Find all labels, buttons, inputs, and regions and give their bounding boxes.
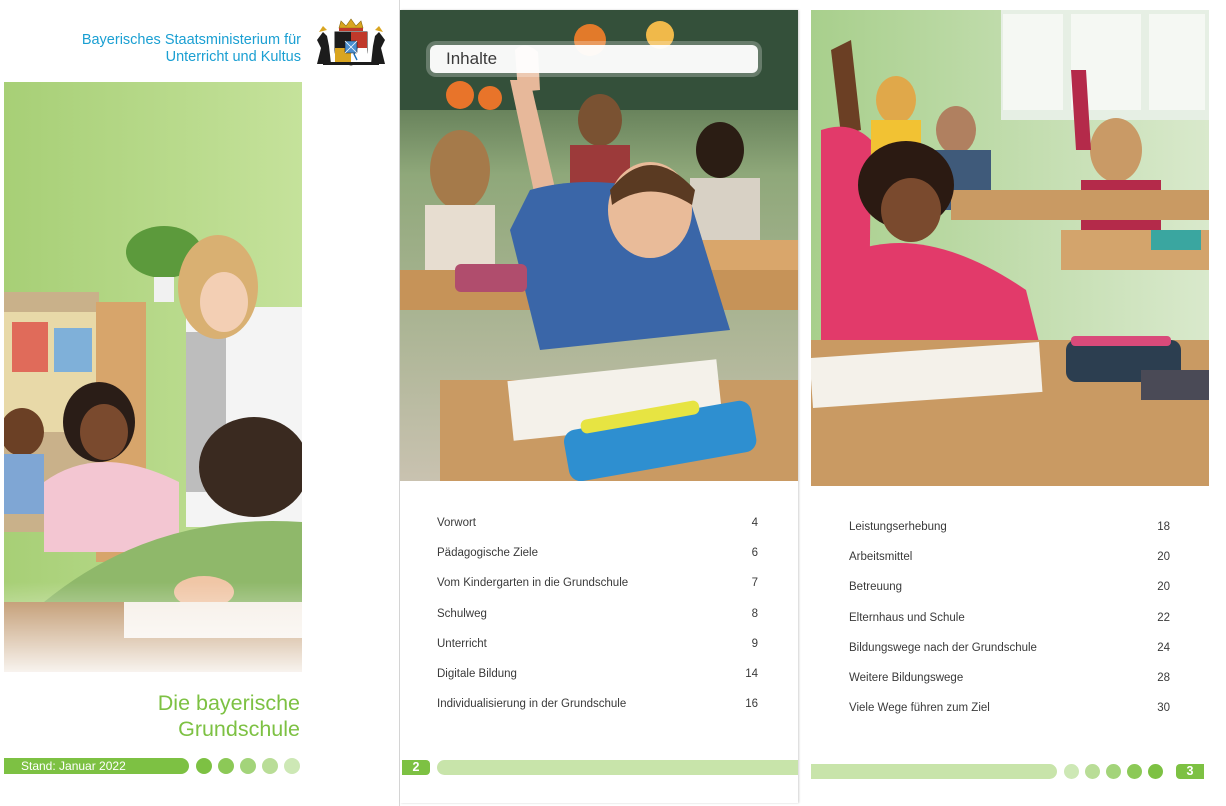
toc-entry[interactable] — [437, 666, 758, 696]
toc-list-right — [849, 519, 1170, 730]
toc-entry-page: 7 — [751, 577, 758, 590]
toc-decorative-dots — [1064, 764, 1163, 779]
decorative-dot — [1085, 764, 1100, 779]
page-number-2: 2 — [402, 760, 430, 775]
decorative-dot — [1127, 764, 1142, 779]
toc-entry-title: Schulweg — [437, 607, 487, 620]
toc-entry-title: Bildungswege nach der Grundschule — [849, 641, 1037, 654]
footer-bar-right — [811, 764, 1057, 779]
toc-entry-page: 18 — [1157, 521, 1170, 533]
cover-title — [158, 690, 300, 742]
toc-entry[interactable] — [437, 636, 758, 666]
toc-entry-page: 22 — [1157, 611, 1170, 624]
toc-entry[interactable] — [849, 610, 1170, 640]
toc-heading: Inhalte — [430, 45, 758, 73]
toc-entry[interactable] — [849, 549, 1170, 579]
toc-entry-page: 28 — [1157, 671, 1170, 684]
ministry-name — [82, 32, 301, 66]
toc-entry-page: 16 — [745, 698, 758, 711]
toc-entry-title: Digitale Bildung — [437, 667, 517, 680]
page-number-3: 3 — [1176, 764, 1204, 779]
toc-entry-title: Vorwort — [437, 517, 476, 529]
toc-entry-title: Weitere Bildungswege — [849, 671, 964, 684]
toc-page-right — [811, 10, 1209, 803]
toc-entry[interactable] — [849, 700, 1170, 730]
toc-entry[interactable] — [437, 545, 758, 575]
toc-entry[interactable] — [849, 519, 1170, 549]
toc-entry-title: Betreuung — [849, 581, 903, 594]
toc-page-left — [400, 10, 798, 803]
decorative-dot — [1064, 764, 1079, 779]
cover-decorative-dots — [196, 758, 300, 774]
cover-title-line-2: Grundschule — [178, 717, 300, 741]
footer-bar-left — [437, 760, 798, 775]
toc-entry-page: 14 — [745, 667, 758, 680]
decorative-dot — [262, 758, 278, 774]
cover-title-line-1: Die bayerische — [157, 691, 300, 715]
cover-page — [0, 0, 400, 806]
toc-entry-title: Vom Kindergarten in die Grundschule — [437, 577, 629, 590]
decorative-dot — [1106, 764, 1121, 779]
classroom-photo-girl-raising-hand — [811, 10, 1209, 486]
toc-entry-page: 4 — [751, 517, 758, 529]
decorative-dot — [196, 758, 212, 774]
decorative-dot — [1148, 764, 1163, 779]
classroom-photo-boy-raising-hand — [400, 10, 798, 481]
toc-entry[interactable] — [849, 579, 1170, 609]
toc-entry-title: Pädagogische Ziele — [437, 547, 539, 560]
toc-entry-title: Leistungserhebung — [849, 521, 947, 533]
toc-entry-page: 24 — [1157, 641, 1170, 654]
toc-entry-page: 20 — [1157, 581, 1170, 594]
decorative-dot — [284, 758, 300, 774]
toc-entry-title: Arbeitsmittel — [849, 551, 913, 564]
toc-entry-title: Viele Wege führen zum Ziel — [849, 702, 990, 715]
stand-date-bar: Stand: Januar 2022 — [4, 758, 189, 774]
toc-entry[interactable] — [437, 606, 758, 636]
ministry-line-2: Unterricht und Kultus — [165, 49, 301, 65]
toc-entry-title: Individualisierung in der Grundschule — [437, 698, 627, 711]
toc-list-left — [437, 515, 758, 726]
toc-entry-page: 9 — [751, 637, 758, 650]
toc-entry[interactable] — [437, 696, 758, 726]
toc-entry-page: 30 — [1157, 702, 1170, 715]
bavarian-coat-of-arms-icon — [313, 18, 389, 66]
toc-entry-title: Unterricht — [437, 637, 487, 650]
cover-photo-teacher-and-children — [4, 82, 302, 672]
toc-entry-page: 20 — [1157, 551, 1170, 564]
toc-entry[interactable] — [849, 670, 1170, 700]
decorative-dot — [240, 758, 256, 774]
toc-entry[interactable] — [849, 640, 1170, 670]
toc-entry[interactable] — [437, 515, 758, 545]
toc-entry-page: 8 — [751, 607, 758, 620]
toc-entry[interactable] — [437, 575, 758, 605]
toc-entry-page: 6 — [751, 547, 758, 560]
ministry-line-1: Bayerisches Staatsministerium für — [81, 32, 301, 48]
decorative-dot — [218, 758, 234, 774]
toc-entry-title: Elternhaus und Schule — [849, 611, 965, 624]
